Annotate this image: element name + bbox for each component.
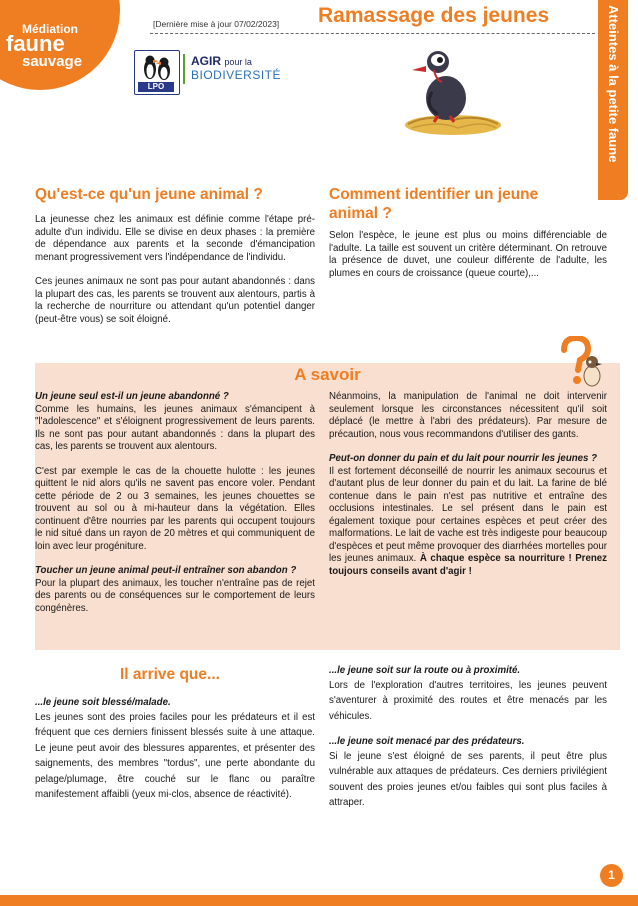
agir-logo: [191, 54, 281, 82]
asavoir-q1: Un jeune seul est-il un jeune abandonné ?: [35, 391, 229, 402]
update-note: [Dernière mise à jour 07/02/2023]: [153, 19, 280, 29]
asavoir-r1: Néanmoins, la manipulation de l'animal ne doit intervenir seulement lorsque les circonstances nécessitent qu'il soit déplacé (le mettre à l'abri des prédateurs). Par mesure de précaution, nous vous recommandons d'utiliser des gants.: [329, 391, 607, 440]
arrive-a3: Si le jeune s'est éloigné de ses parents, il peut être plus vulnérable aux attaques de prédateurs. Ces derniers privilégient souvent des proies jeunes et/ou faibles qui sont plus faciles à attraper.: [329, 750, 607, 808]
logo-line-2: faune: [6, 31, 65, 56]
asavoir-a2: Pour la plupart des animaux, les toucher n'entraîne pas de rejet des parents ou de conséquences sur le comportement de leurs congénères.: [35, 577, 315, 614]
side-label: Atteintes à la petite faune: [606, 5, 621, 163]
header-rule: [150, 33, 595, 34]
bird-illustration: [398, 40, 508, 140]
arrive-left: [35, 697, 315, 815]
logo-line-1: Médiation: [22, 22, 78, 36]
arrive-q2: ...le jeune soit sur la route ou à proximité.: [329, 665, 521, 676]
arrive-a1: Les jeunes sont des proies faciles pour les prédateurs et il est fréquent que ces derniers finissent blessés suite à une attaque. Le jeune peut avoir des blessures apparentes, et présenter des saignements, des membres "tordus", une perte abondante du pelage/plumage, être couché sur le flanc ou paraître manifestement affaibli (yeux mi-clos, absence de réactivité).: [35, 711, 315, 800]
puffin-icon: [135, 51, 179, 83]
asavoir-title: A savoir: [294, 365, 361, 384]
arrive-q3: ...le jeune soit menacé par des prédateurs.: [329, 736, 525, 747]
identify-body: [329, 230, 607, 292]
lpo-label: LPO: [138, 82, 174, 92]
asavoir-q2: Toucher un jeune animal peut-il entraîner son abandon ?: [35, 565, 297, 576]
bottom-bar: [0, 895, 638, 906]
lpo-logo: [134, 50, 180, 95]
what-p1: La jeunesse chez les animaux est définie comme l'étape pré-adulte d'un individu. Elle se divise en deux phases : la première de dépendance aux parents et la seconde d'émancipation menant progressivement vers l'indépendance de l'individu.: [35, 214, 315, 263]
arrive-a2: Lors de l'exploration d'autres territoires, les jeunes peuvent s'aventurer à proximité des routes et être menacés par les véhicules.: [329, 679, 607, 722]
asavoir-a3: Il est fortement déconseillé de nourrir les animaux secourus et d'autant plus de leur donner du pain et du lait. La farine de blé contenue dans le pain n'est pas nutritive et entraîne des occlusions intestinales. Le sel présent dans le pain est également toxique pour certaines espèces et peut créer des malformations. Le lait de vache est très indigeste pour beaucoup d'espèces et peut même provoquer des diarrhées mortelles pour les jeunes animaux.: [329, 465, 607, 564]
page-title: Ramassage des jeunes: [318, 4, 550, 27]
identify-p1: Selon l'espèce, le jeune est plus ou moins différenciable de l'adulte. La taille est souvent un critère déterminant. On retrouve la présence de duvet, une couleur différente de l'adulte, les plumes en cours de croissance (queue courte),...: [329, 230, 607, 279]
what-body: [35, 214, 315, 338]
agir-small: pour la: [224, 57, 252, 67]
asavoir-a1: Comme les humains, les jeunes animaux s'émancipent à "l'adolescence" et s'éloignent progressivement de leurs parents. Ils ne sont pas pour autant abandonnés : dans la plupart des cas, les parents se trouvent aux alentours.: [35, 403, 315, 452]
page-number: 1: [600, 864, 623, 887]
agir-word: AGIR: [191, 54, 221, 68]
asavoir-a3-bold: À chaque espèce sa nourriture ! Prenez toujours conseils avant d'agir !: [329, 553, 607, 577]
what-p2: Ces jeunes animaux ne sont pas pour autant abandonnés : dans la plupart des cas, les parents se trouvent aux alentours, partis à la recherche de nourriture ou attendant qu'un potentiel danger (peut-être vous) se soit éloigné.: [35, 276, 315, 325]
arrive-right: [329, 665, 607, 823]
arrive-heading: Il arrive que...: [120, 666, 220, 683]
question-bird-icon: [556, 336, 606, 390]
asavoir-right: [329, 391, 607, 590]
asavoir-left: [35, 391, 315, 627]
what-heading: Qu'est-ce qu'un jeune animal ?: [35, 186, 263, 203]
asavoir-a1b: C'est par exemple le cas de la chouette hulotte : les jeunes quittent le nid alors qu'ils ne savent pas encore voler. Pendant cette période de 2 ou 3 semaines, les jeunes chouettes se trouvent au sol ou à mi-hauteur dans la végétation. Elles continuent d'être nourries par les parents qui occupent toujours le nid situé dans un rayon de 20 mètres et qui communiquent de loin avec leur progéniture.: [35, 465, 315, 552]
logo-line-3: sauvage: [22, 53, 83, 70]
arrive-q1: ...le jeune soit blessé/malade.: [35, 697, 171, 708]
asavoir-q3: Peut-on donner du pain et du lait pour nourrir les jeunes ?: [329, 453, 598, 464]
agir-biodiversite: BIODIVERSITÉ: [191, 68, 282, 82]
agir-bar: [183, 54, 185, 84]
identify-heading: Comment identifier un jeune animal ?: [329, 186, 539, 222]
